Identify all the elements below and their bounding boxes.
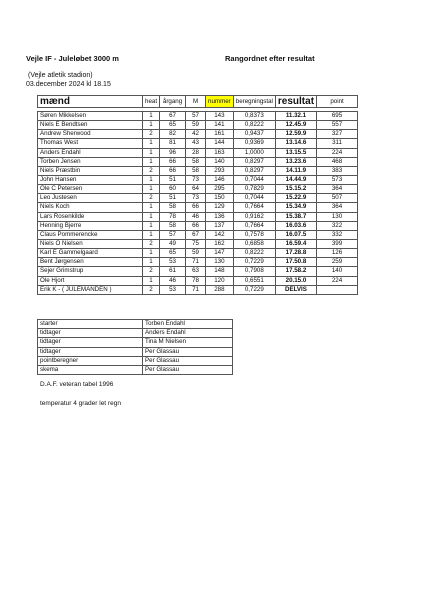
cell-nummer: 162 [206,239,234,248]
cell-point: 140 [317,267,358,276]
cell-nummer: 120 [206,276,234,285]
header-resultat: resultat [275,96,316,108]
table-row [38,157,358,166]
cell-point: 364 [317,185,358,194]
header-nummer: nummer [206,96,234,108]
cell-m: 73 [186,194,206,203]
cell-nummer: 288 [206,285,234,294]
cell-resultat: 13.15.5 [275,148,316,157]
cell-m: 73 [186,175,206,184]
cell-name: Anders Endahl [38,148,143,157]
page-title: Vejle IF - Juleløbet 3000 m [26,54,119,63]
cell-m: 78 [186,276,206,285]
cell-nummer: 144 [206,139,234,148]
table-row [38,121,358,130]
veteran-note: D.A.F. veteran tabel 1996 [40,381,114,388]
cell-m: 71 [186,258,206,267]
cell-resultat: 11.32.1 [275,112,316,121]
cell-resultat: 12.59.9 [275,130,316,139]
cell-beregningstal: 0,7229 [233,285,275,294]
cell-resultat: 15.15.2 [275,185,316,194]
cell-heat: 2 [143,285,160,294]
cell-point: 224 [317,276,358,285]
temperature-note: temperatur 4 grader let regn [40,400,121,407]
cell-resultat: 12.45.9 [275,121,316,130]
cell-name: Niels Koch [38,203,143,212]
cell-point: 322 [317,221,358,230]
cell-beregningstal: 0,7578 [233,230,275,239]
staff-rows [38,320,233,375]
cell-beregningstal: 0,8297 [233,157,275,166]
cell-name: Claus Pommerencke [38,230,143,239]
cell-resultat: 20.15.0 [275,276,316,285]
staff-name: Per Glassau [143,356,233,365]
staff-role: skema [38,365,143,374]
cell-nummer: 148 [206,267,234,276]
table-row [38,267,358,276]
cell-name: Niels Præstbin [38,166,143,175]
cell-name: Lars Rosenkilde [38,212,143,221]
cell-aargang: 60 [160,185,186,194]
cell-beregningstal: 0,7229 [233,258,275,267]
cell-beregningstal: 0,9162 [233,212,275,221]
table-row [38,112,358,121]
cell-heat: 1 [143,148,160,157]
table-row [38,139,358,148]
cell-m: 43 [186,139,206,148]
table-row [38,276,358,285]
cell-nummer: 137 [206,221,234,230]
cell-aargang: 67 [160,112,186,121]
staff-row [38,347,233,356]
header-m: M [186,96,206,108]
staff-role: tidtager [38,338,143,347]
cell-heat: 1 [143,112,160,121]
cell-name: Ole C Petersen [38,185,143,194]
cell-beregningstal: 0,8373 [233,112,275,121]
cell-aargang: 66 [160,157,186,166]
cell-point [317,285,358,294]
cell-name: Sejer Grimstrup [38,267,143,276]
cell-point: 332 [317,230,358,239]
cell-aargang: 58 [160,203,186,212]
cell-resultat: 17.50.8 [275,258,316,267]
cell-aargang: 53 [160,285,186,294]
cell-m: 59 [186,121,206,130]
cell-name: Leo Justesen [38,194,143,203]
table-row [38,230,358,239]
cell-point: 311 [317,139,358,148]
cell-resultat: 16.03.6 [275,221,316,230]
cell-beregningstal: 0,9437 [233,130,275,139]
cell-aargang: 49 [160,239,186,248]
cell-nummer: 150 [206,194,234,203]
table-row [38,285,358,294]
cell-m: 75 [186,239,206,248]
table-row [38,148,358,157]
cell-aargang: 58 [160,221,186,230]
staff-row [38,356,233,365]
cell-name: Henning Bjerre [38,221,143,230]
table-row [38,203,358,212]
cell-m: 63 [186,267,206,276]
cell-m: 58 [186,166,206,175]
cell-beregningstal: 0,7664 [233,221,275,230]
cell-m: 58 [186,157,206,166]
cell-resultat: 14.44.9 [275,175,316,184]
cell-nummer: 129 [206,203,234,212]
cell-heat: 1 [143,212,160,221]
cell-aargang: 65 [160,121,186,130]
staff-role: tidtager [38,347,143,356]
cell-beregningstal: 0,9369 [233,139,275,148]
cell-name: Andrew Sherwood [38,130,143,139]
cell-name: Niels E Bendtsen [38,121,143,130]
table-row [38,175,358,184]
cell-aargang: 61 [160,267,186,276]
table-row [38,185,358,194]
cell-resultat: 14.11.9 [275,166,316,175]
cell-point: 126 [317,249,358,258]
cell-beregningstal: 0,7044 [233,175,275,184]
cell-beregningstal: 0,7664 [233,203,275,212]
cell-beregningstal: 0,7044 [233,194,275,203]
cell-m: 28 [186,148,206,157]
staff-role: tidtager [38,329,143,338]
cell-beregningstal: 0,8222 [233,121,275,130]
cell-m: 59 [186,249,206,258]
cell-resultat: 17.28.8 [275,249,316,258]
cell-m: 46 [186,212,206,221]
cell-heat: 1 [143,258,160,267]
cell-point: 468 [317,157,358,166]
staff-table [37,319,233,375]
cell-heat: 2 [143,239,160,248]
table-row [38,249,358,258]
table-row [38,212,358,221]
table-row [38,258,358,267]
cell-aargang: 46 [160,276,186,285]
cell-nummer: 130 [206,258,234,267]
cell-heat: 1 [143,185,160,194]
cell-resultat: 17.58.2 [275,267,316,276]
table-row [38,221,358,230]
cell-m: 64 [186,185,206,194]
cell-aargang: 57 [160,230,186,239]
cell-resultat: 13.14.6 [275,139,316,148]
cell-m: 57 [186,112,206,121]
cell-point: 573 [317,175,358,184]
staff-name: Tina M Nielsen [143,338,233,347]
date-text: 03.december 2024 kl 18.15 [26,81,111,88]
cell-heat: 2 [143,194,160,203]
cell-heat: 1 [143,230,160,239]
cell-point: 557 [317,121,358,130]
staff-name: Per Glassau [143,347,233,356]
staff-role: pointberegner [38,356,143,365]
cell-heat: 2 [143,267,160,276]
cell-nummer: 140 [206,157,234,166]
header-maend: mænd [38,96,143,108]
staff-name: Anders Endahl [143,329,233,338]
cell-aargang: 51 [160,194,186,203]
cell-aargang: 53 [160,258,186,267]
cell-beregningstal: 0,7908 [233,267,275,276]
cell-point: 383 [317,166,358,175]
header-beregningstal: beregningstal [233,96,275,108]
cell-point: 507 [317,194,358,203]
cell-name: Ole Hjort [38,276,143,285]
staff-role: starter [38,320,143,329]
cell-aargang: 82 [160,130,186,139]
cell-heat: 2 [143,130,160,139]
cell-beregningstal: 0,8297 [233,166,275,175]
cell-name: Torben Jensen [38,157,143,166]
cell-nummer: 143 [206,112,234,121]
staff-name: Torben Endahl [143,320,233,329]
table-row [38,194,358,203]
cell-resultat: 15.22.9 [275,194,316,203]
cell-resultat: 16.59.4 [275,239,316,248]
results-header-row [38,96,358,108]
cell-beregningstal: 0,8222 [233,249,275,258]
cell-heat: 1 [143,157,160,166]
cell-nummer: 141 [206,121,234,130]
table-row [38,239,358,248]
table-row [38,130,358,139]
staff-name: Per Glassau [143,365,233,374]
staff-row [38,329,233,338]
cell-beregningstal: 1,0000 [233,148,275,157]
staff-row [38,338,233,347]
cell-heat: 1 [143,121,160,130]
cell-heat: 1 [143,203,160,212]
cell-nummer: 146 [206,175,234,184]
cell-nummer: 147 [206,249,234,258]
cell-nummer: 161 [206,130,234,139]
header-heat: heat [143,96,160,108]
cell-name: Søren Mikkelsen [38,112,143,121]
cell-aargang: 66 [160,166,186,175]
cell-m: 67 [186,230,206,239]
cell-point: 327 [317,130,358,139]
cell-beregningstal: 0,7829 [233,185,275,194]
cell-m: 66 [186,221,206,230]
cell-beregningstal: 0,6551 [233,276,275,285]
cell-aargang: 81 [160,139,186,148]
cell-name: Bent Jørgensen [38,258,143,267]
cell-resultat: 15.34.9 [275,203,316,212]
cell-heat: 2 [143,166,160,175]
page-subtitle: Rangordnet efter resultat [225,54,315,63]
cell-m: 42 [186,130,206,139]
cell-heat: 1 [143,139,160,148]
cell-beregningstal: 0,6858 [233,239,275,248]
cell-m: 66 [186,203,206,212]
result-rows [38,112,358,295]
cell-heat: 1 [143,221,160,230]
cell-nummer: 136 [206,212,234,221]
cell-nummer: 142 [206,230,234,239]
staff-row [38,320,233,329]
cell-name: Erik K - ( JULEMANDEN ) [38,285,143,294]
cell-point: 259 [317,258,358,267]
cell-point: 224 [317,148,358,157]
header-point: point [317,96,358,108]
cell-aargang: 78 [160,212,186,221]
cell-resultat: 15.38.7 [275,212,316,221]
table-row [38,166,358,175]
cell-name: Thomas West [38,139,143,148]
cell-point: 130 [317,212,358,221]
cell-point: 695 [317,112,358,121]
cell-name: Karl E Gammelgaard [38,249,143,258]
cell-name: John Hansen [38,175,143,184]
cell-nummer: 295 [206,185,234,194]
cell-aargang: 51 [160,175,186,184]
cell-point: 399 [317,239,358,248]
cell-heat: 1 [143,175,160,184]
header-aargang: årgang [160,96,186,108]
staff-row [38,365,233,374]
cell-resultat: 16.07.5 [275,230,316,239]
cell-nummer: 163 [206,148,234,157]
cell-heat: 1 [143,276,160,285]
cell-resultat: DELVIS [275,285,316,294]
cell-point: 364 [317,203,358,212]
cell-nummer: 293 [206,166,234,175]
cell-heat: 1 [143,249,160,258]
cell-aargang: 96 [160,148,186,157]
cell-m: 71 [186,285,206,294]
venue-text: (Vejle atletik stadion) [28,72,93,79]
cell-aargang: 65 [160,249,186,258]
cell-resultat: 13.23.6 [275,157,316,166]
results-table [37,95,358,295]
cell-name: Niels O Nielsen [38,239,143,248]
